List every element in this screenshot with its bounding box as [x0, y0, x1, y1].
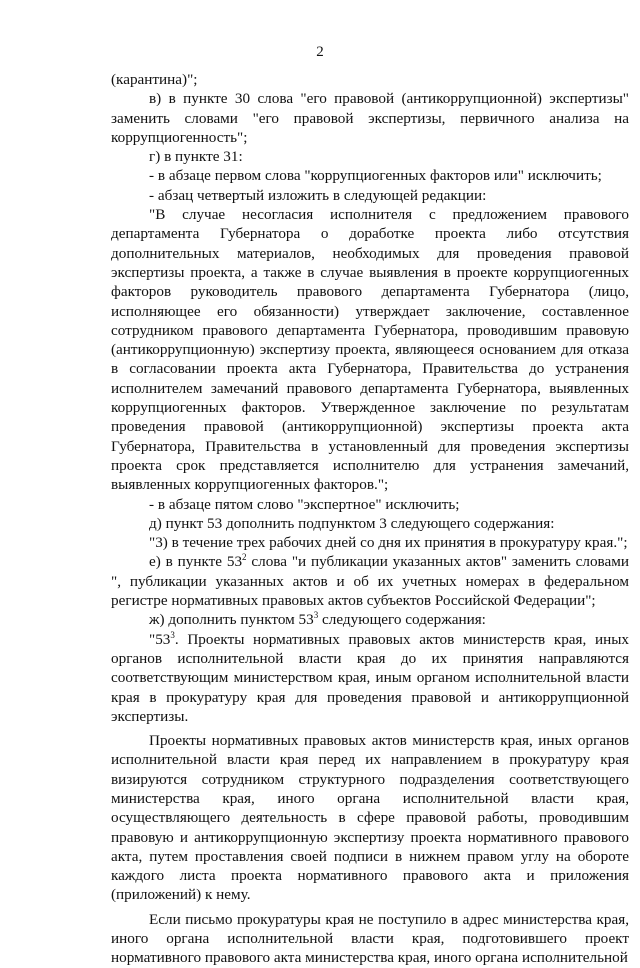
paragraph-subpoint-3: "3) в течение трех рабочих дней со дня их принятия в прокуратуру края.";	[149, 534, 628, 552]
paragraph-continuation: (карантина)";	[111, 71, 198, 88]
paragraph-letter-not-received: Если письмо прокуратуры края не поступило в адрес министерства края, иного органа исполнительной власти края, подготовившего проект нормативного правового акта министерства края, иного органа исполнительной	[111, 910, 629, 967]
paragraph-item-zh-pre: ж) дополнить пунктом 53	[149, 611, 314, 629]
paragraph-item-e-pre: е) в пункте 53	[149, 553, 243, 571]
page-number: 2	[316, 44, 324, 60]
paragraph-point-53-3	[111, 630, 629, 726]
superscript: 2	[242, 552, 247, 563]
paragraph-new-wording: "В случае несогласия исполнителя с предложением правового департамента Губернатора о доработке проекта либо отсутствия дополнительных материалов, необходимых для проведения правовой экспертизы проекта, а также в случае выявления в проекте коррупциогенных факторов руководитель правового департамента Губернатора (лицо, исполняющее его обязанности) утверждает заключение, составленное сотрудником правового департамента Губернатора, проводившим правовую (антикоррупционную) экспертизу проекта, являющееся основанием для отказа в согласовании проекта акта Губернатора, Правительства до устранения исполнителем замечаний правового департамента Губернатора, выявленных коррупциогенных факторов. Утвержденное заключение по результатам проведения правовой (антикоррупционной) экспертизы проекта акта Губернатора, Правительства в установленный для проведения экспертизы проекта срок представляется исполнителю для устранения замечаний, выявленных коррупциогенных факторов.";	[111, 206, 629, 494]
paragraph-vising: Проекты нормативных правовых актов министерств края, иных органов исполнительной власти края перед их направлением в прокуратуру края визируются сотрудником структурного подразделения соответствующего министерства края, иного органа исполнительной власти края, осуществляющего деятельность в сфере правовой работы, проводившим правовую и антикоррупционную экспертизу проекта нормативного правового акта, путем проставления своей подписи в нижнем правом углу на обороте каждого листа проекта нормативного правового акта и приложения (приложений) к нему.	[111, 732, 629, 904]
document-body	[111, 70, 629, 968]
paragraph-item-e-post: слова "и публикации указанных актов" заменить словами ", публикации указанных актов и об их учетных номерах в федеральном регистре нормативных правовых актов субъектов Российской Федерации";	[111, 553, 629, 610]
paragraph-item-e	[111, 552, 629, 610]
paragraph-item-d: д) пункт 53 дополнить подпунктом 3 следующего содержания:	[149, 514, 555, 532]
paragraph-item-v: в) в пункте 30 слова "его правовой (антикоррупционной) экспертизы" заменить словами "его правовой экспертизы, первичного анализа на коррупциогенность";	[111, 90, 629, 146]
superscript: 3	[313, 610, 319, 621]
paragraph-item-zh-post: следующего содержания:	[318, 611, 486, 629]
paragraph-point-53-3-pre: "53	[149, 630, 171, 648]
paragraph-subitem-fifth-abzac: - в абзаце пятом слово "экспертное" исключить;	[149, 495, 460, 513]
paragraph-point-53-3-post: . Проекты нормативных правовых актов министерств края, иных органов исполнительной власти края до их принятия направляются соответствующим министерством края, иным органом исполнительной власти края в прокуратуру края для проведения правовой и антикоррупционной экспертизы.	[111, 630, 629, 725]
paragraph-subitem-fourth-abzac: - абзац четвертый изложить в следующей редакции:	[149, 186, 487, 204]
paragraph-item-zh	[111, 610, 629, 629]
paragraph-subitem-first-abzac: - в абзаце первом слова "коррупциогенных факторов или" исключить;	[149, 167, 602, 185]
superscript: 3	[170, 629, 175, 640]
paragraph-item-g: г) в пункте 31:	[149, 148, 243, 166]
